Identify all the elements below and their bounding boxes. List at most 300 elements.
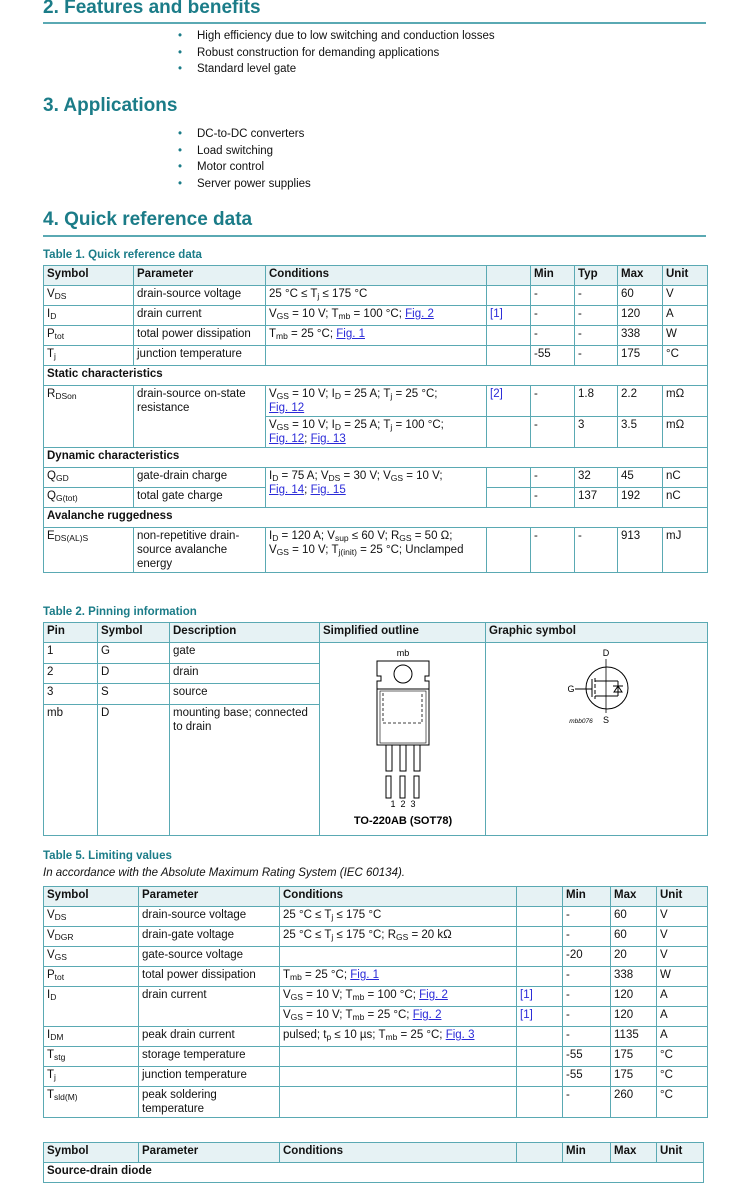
cell-max: 3.5 <box>618 417 663 448</box>
cell-unit: A <box>663 306 708 326</box>
drain-label: D <box>602 648 609 658</box>
subscript: DGR <box>54 932 74 942</box>
cell-parameter: drain-source voltage <box>134 286 266 306</box>
cell-max: 60 <box>611 907 657 927</box>
cell-max: 338 <box>618 326 663 346</box>
table5-caption: Table 5. Limiting values <box>43 850 172 862</box>
table-row <box>44 346 708 366</box>
cell-typ: 137 <box>575 488 618 508</box>
subscript: D <box>334 422 342 432</box>
subscript: mb <box>290 972 302 982</box>
figure-link[interactable]: Fig. 1 <box>336 328 365 340</box>
cell-conditions: $I_D = 120$ A; $V_{sup} \le 60$ V; $R_{GS} = 50$ Ω; $V_{GS} = 10$ V; $T_{j(init)} = 25$ °C; Unclamped <box>266 528 487 573</box>
cell-parameter: total power dissipation <box>139 967 280 987</box>
bullet-icon: • <box>178 161 183 173</box>
cell-conditions <box>280 1067 517 1087</box>
cell-conditions: $V_{GS} = 10$ V; $I_D = 25$ A; $T_j = 100$ °C; Fig. 12; Fig. 13 <box>266 417 487 448</box>
table-row <box>44 643 708 664</box>
cell-min: - <box>531 286 575 306</box>
cell-parameter: peak soldering temperature <box>139 1087 280 1118</box>
figure-link[interactable]: Fig. 2 <box>412 1009 442 1021</box>
header-conditions: Conditions <box>266 266 487 286</box>
cell-typ: - <box>575 326 618 346</box>
cell-symbol: D <box>98 704 170 835</box>
cell-conditions: 25 $^\circ C \le T_j \le 175$ °C <box>280 907 517 927</box>
limiting-values-table <box>43 886 708 1118</box>
header-conditions: Conditions <box>280 887 517 907</box>
section-row <box>44 1163 704 1183</box>
header-symbol: Symbol <box>98 623 170 643</box>
list-item <box>178 28 495 45</box>
header-max: Max <box>618 266 663 286</box>
figure-link[interactable]: Fig. 14 <box>269 484 305 496</box>
cell-parameter: gate-drain charge <box>134 468 266 488</box>
cell-conditions: 25 $^\circ C \le T_j \le 175$ °C; $R_{GS} = 20$ kΩ <box>280 927 517 947</box>
table-row <box>44 947 708 967</box>
cell-unit: V <box>657 947 708 967</box>
header-parameter: Parameter <box>139 887 280 907</box>
list-item <box>178 159 311 176</box>
cell-pin: 2 <box>44 663 98 684</box>
table-row <box>44 286 708 306</box>
cell-max: 913 <box>618 528 663 573</box>
subscript: GS <box>276 311 289 321</box>
cell-note <box>487 417 531 448</box>
cell-conditions <box>280 1087 517 1118</box>
subscript: GS <box>399 533 412 543</box>
cell-symbol: $P_{tot}$ <box>44 967 139 987</box>
list-item-text: Server power supplies <box>197 177 311 190</box>
cell-min: - <box>563 987 611 1007</box>
list-item <box>178 176 311 193</box>
bullet-icon: • <box>178 177 183 190</box>
gate-label: G <box>566 684 575 694</box>
subscript: tot <box>54 972 65 982</box>
subscript: mb <box>352 992 365 1002</box>
subscript: mb <box>338 311 351 321</box>
cell-symbol: D <box>98 663 170 684</box>
table-row <box>44 907 708 927</box>
table-row <box>44 468 708 488</box>
quick-reference-table <box>43 265 708 573</box>
cell-parameter: drain current <box>134 306 266 326</box>
header-unit: Unit <box>663 266 708 286</box>
subscript: j <box>317 291 320 301</box>
header-note <box>517 887 563 907</box>
cell-symbol: $T_j$ <box>44 346 134 366</box>
subscript: DS <box>54 291 67 301</box>
cell-unit: mΩ <box>663 417 708 448</box>
header-unit: Unit <box>657 1143 704 1163</box>
table-row <box>44 927 708 947</box>
header-typ: Typ <box>575 266 618 286</box>
section-dynamic-label: Dynamic characteristics <box>44 448 708 468</box>
table-row <box>44 326 708 346</box>
mb-label: mb <box>396 648 409 658</box>
cell-note <box>517 947 563 967</box>
section-avalanche-label: Avalanche ruggedness <box>44 508 708 528</box>
cell-parameter: junction temperature <box>139 1067 280 1087</box>
pin-numbers: 1 2 3 <box>389 799 416 809</box>
cell-parameter: drain-source on-state resistance <box>134 386 266 448</box>
figure-link[interactable]: Fig. 13 <box>310 433 346 445</box>
table1-caption: Table 1. Quick reference data <box>43 249 202 261</box>
cell-typ: 32 <box>575 468 618 488</box>
cell-unit: W <box>663 326 708 346</box>
package-name: TO-220AB (SOT78) <box>353 815 452 827</box>
cell-description: source <box>170 684 320 705</box>
cell-unit: °C <box>663 346 708 366</box>
symbol-code: mbb076 <box>568 718 593 725</box>
cell-outline <box>320 643 486 836</box>
subscript: sld(M) <box>54 1092 78 1102</box>
section-source-drain-diode-label: Source-drain diode <box>44 1163 704 1183</box>
cell-symbol: $V_{DGR}$ <box>44 927 139 947</box>
cell-min: - <box>531 326 575 346</box>
cell-note <box>487 346 531 366</box>
cell-symbol: $V_{GS}$ <box>44 947 139 967</box>
table-row <box>44 1047 708 1067</box>
cell-parameter: drain current <box>139 987 280 1027</box>
table-row <box>44 528 708 573</box>
list-item-text: Motor control <box>197 161 265 173</box>
cell-conditions: $V_{GS} = 10$ V; $T_{mb} = 100$ °C; Fig. 2 <box>266 306 487 326</box>
cell-note <box>487 468 531 488</box>
cell-symbol: $T_{stg}$ <box>44 1047 139 1067</box>
table2-caption: Table 2. Pinning information <box>43 606 197 618</box>
header-parameter: Parameter <box>139 1143 280 1163</box>
cell-unit: A <box>657 987 708 1007</box>
subscript: GS <box>54 952 67 962</box>
subscript: D <box>334 391 342 401</box>
subscript: DS <box>328 473 341 483</box>
table-header-row <box>44 1143 704 1163</box>
cell-unit: W <box>657 967 708 987</box>
cell-note <box>517 1047 563 1067</box>
cell-conditions: $T_{mb} = 25$ °C; Fig. 1 <box>280 967 517 987</box>
subscript: DS <box>54 912 67 922</box>
list-item-text: Robust construction for demanding applications <box>197 46 440 59</box>
cell-max: 120 <box>618 306 663 326</box>
cell-conditions: $I_D = 75$ A; $V_{DS} = 30$ V; $V_{GS} = 10$ V; Fig. 14; Fig. 15 <box>266 468 487 508</box>
section-heading-quickref: 4. Quick reference data <box>43 209 253 230</box>
cell-symbol: $Q_{GD}$ <box>44 468 134 488</box>
subscript: j <box>54 351 56 361</box>
subscript: GD <box>55 473 69 483</box>
cell-pin: mb <box>44 704 98 835</box>
applications-list <box>178 126 311 192</box>
cell-conditions: $V_{GS} = 10$ V; $I_D = 25$ A; $T_j = 25$ °C; Fig. 12 <box>266 386 487 417</box>
header-pin: Pin <box>44 623 98 643</box>
subscript: DS(AL)S <box>54 533 89 543</box>
cell-max: 175 <box>611 1047 657 1067</box>
cell-conditions <box>280 1047 517 1067</box>
source-label: S <box>602 715 609 725</box>
cell-note[interactable]: [1] <box>517 987 563 1007</box>
header-min: Min <box>563 1143 611 1163</box>
cell-graphic-symbol <box>486 643 708 836</box>
cell-unit: °C <box>657 1047 708 1067</box>
subscript: j <box>54 1072 56 1082</box>
cell-unit: °C <box>657 1087 708 1118</box>
table-row <box>44 1027 708 1047</box>
header-min: Min <box>531 266 575 286</box>
cell-min: -20 <box>563 947 611 967</box>
cell-symbol: S <box>98 684 170 705</box>
subscript: GS <box>276 547 289 557</box>
cell-max: 120 <box>611 987 657 1007</box>
header-conditions: Conditions <box>280 1143 517 1163</box>
cell-symbol: G <box>98 643 170 664</box>
cell-symbol: $T_{sld(M)}$ <box>44 1087 139 1118</box>
cell-typ: 3 <box>575 417 618 448</box>
subscript: D <box>272 533 279 543</box>
table-header-row <box>44 266 708 286</box>
subscript: GS <box>396 932 409 942</box>
cell-pin: 1 <box>44 643 98 664</box>
cell-parameter: total power dissipation <box>134 326 266 346</box>
cell-max: 260 <box>611 1087 657 1118</box>
cell-min: - <box>563 967 611 987</box>
table-row <box>44 306 708 326</box>
cell-conditions <box>266 346 487 366</box>
cell-max: 20 <box>611 947 657 967</box>
cell-note <box>487 326 531 346</box>
cell-unit: V <box>663 286 708 306</box>
figure-link[interactable]: Fig. 12 <box>269 402 305 414</box>
cell-symbol: $I_{DM}$ <box>44 1027 139 1047</box>
cell-min: - <box>531 417 575 448</box>
table5-subcaption: In accordance with the Absolute Maximum Rating System (IEC 60134). <box>43 867 405 879</box>
cell-pin: 3 <box>44 684 98 705</box>
header-symbol: Symbol <box>44 1143 139 1163</box>
header-symbol: Symbol <box>44 266 134 286</box>
subscript: j <box>331 912 334 922</box>
table-row <box>44 386 708 417</box>
source-drain-diode-table <box>43 1142 704 1183</box>
cell-min: - <box>563 1027 611 1047</box>
cell-min: -55 <box>531 346 575 366</box>
subscript: j(init) <box>338 547 357 557</box>
subscript: DSon <box>55 391 77 401</box>
subscript: mb <box>276 331 288 341</box>
cell-typ: - <box>575 306 618 326</box>
cell-symbol: $V_{DS}$ <box>44 286 134 306</box>
bullet-icon: • <box>178 30 183 42</box>
heading-rule <box>43 22 706 24</box>
header-max: Max <box>611 887 657 907</box>
table-row <box>44 987 708 1007</box>
cell-conditions: pulsed; $t_p \le 10$ µs; $T_{mb} = 25$ °C; Fig. 3 <box>280 1027 517 1047</box>
cell-note <box>517 927 563 947</box>
cell-min: - <box>563 1087 611 1118</box>
header-min: Min <box>563 887 611 907</box>
header-description: Description <box>170 623 320 643</box>
cell-typ: - <box>575 286 618 306</box>
header-parameter: Parameter <box>134 266 266 286</box>
list-item <box>178 143 311 160</box>
cell-symbol: $I_D$ <box>44 987 139 1027</box>
cell-unit: V <box>657 927 708 947</box>
cell-symbol: $P_{tot}$ <box>44 326 134 346</box>
cell-max: 338 <box>611 967 657 987</box>
cell-conditions: 25 $^\circ C \le T_j \le 175$ °C <box>266 286 487 306</box>
figure-link[interactable]: Fig. 15 <box>310 484 346 496</box>
cell-min: - <box>531 386 575 417</box>
header-max: Max <box>611 1143 657 1163</box>
figure-link[interactable]: Fig. 3 <box>445 1029 475 1041</box>
cell-symbol: $V_{DS}$ <box>44 907 139 927</box>
cell-conditions: $V_{GS} = 10$ V; $T_{mb} = 100$ °C; Fig. 2 <box>280 987 517 1007</box>
cell-typ: - <box>575 528 618 573</box>
cell-description: gate <box>170 643 320 664</box>
cell-note[interactable]: [1] <box>487 306 531 326</box>
cell-unit: nC <box>663 468 708 488</box>
cell-min: - <box>531 528 575 573</box>
subscript: D <box>272 473 279 483</box>
cell-unit: A <box>657 1007 708 1027</box>
cell-min: - <box>563 907 611 927</box>
subscript: GS <box>276 422 289 432</box>
subscript: DM <box>50 1032 64 1042</box>
section-static-label: Static characteristics <box>44 366 708 386</box>
subscript: sup <box>334 533 349 543</box>
bullet-icon: • <box>178 63 183 75</box>
subscript: D <box>50 311 57 321</box>
cell-max: 45 <box>618 468 663 488</box>
cell-parameter: non-repetitive drain-source avalanche energy <box>134 528 266 573</box>
list-item <box>178 45 495 62</box>
cell-max: 175 <box>618 346 663 366</box>
cell-symbol: $E_{DS(AL)S}$ <box>44 528 134 573</box>
cell-parameter: drain-gate voltage <box>139 927 280 947</box>
cell-note[interactable]: [2] <box>487 386 531 417</box>
cell-note[interactable]: [1] <box>517 1007 563 1027</box>
cell-min: - <box>563 1007 611 1027</box>
cell-note <box>517 1027 563 1047</box>
table-header-row <box>44 887 708 907</box>
subscript: G(tot) <box>55 493 78 503</box>
list-item-text: Standard level gate <box>197 63 297 75</box>
to220-package-outline-icon <box>321 643 485 831</box>
subscript: j <box>390 422 393 432</box>
cell-min: - <box>531 488 575 508</box>
cell-description: drain <box>170 663 320 684</box>
figure-link[interactable]: Fig. 12 <box>269 433 305 445</box>
cell-typ: 1.8 <box>575 386 618 417</box>
cell-min: -55 <box>563 1047 611 1067</box>
subscript: tot <box>54 331 65 341</box>
cell-typ: - <box>575 346 618 366</box>
list-item-text: Load switching <box>197 144 274 157</box>
cell-min: - <box>563 927 611 947</box>
header-outline: Simplified outline <box>320 623 486 643</box>
cell-symbol: $R_{DSon}$ <box>44 386 134 448</box>
table-row <box>44 967 708 987</box>
subscript: GS <box>390 473 404 483</box>
cell-parameter: peak drain current <box>139 1027 280 1047</box>
cell-unit: mJ <box>663 528 708 573</box>
list-item-text: High efficiency due to low switching and conduction losses <box>197 30 495 42</box>
cell-note <box>517 1087 563 1118</box>
subscript: j <box>331 932 334 942</box>
subscript: p <box>326 1032 332 1042</box>
cell-note <box>487 528 531 573</box>
section-row <box>44 508 708 528</box>
cell-symbol: $I_D$ <box>44 306 134 326</box>
cell-max: 192 <box>618 488 663 508</box>
list-item-text: DC-to-DC converters <box>197 128 305 140</box>
cell-symbol: $Q_{G(tot)}$ <box>44 488 134 508</box>
table-row <box>44 1067 708 1087</box>
section-heading-features: 2. Features and benefits <box>43 0 261 18</box>
cell-parameter: total gate charge <box>134 488 266 508</box>
cell-note <box>517 967 563 987</box>
subscript: D <box>50 992 57 1002</box>
cell-unit: V <box>657 907 708 927</box>
cell-max: 1135 <box>611 1027 657 1047</box>
cell-parameter: junction temperature <box>134 346 266 366</box>
cell-max: 175 <box>611 1067 657 1087</box>
subscript: mb <box>385 1032 398 1042</box>
heading-rule <box>43 235 706 237</box>
figure-link[interactable]: Fig. 2 <box>405 308 434 320</box>
subscript: GS <box>290 992 303 1002</box>
features-list <box>178 28 495 78</box>
cell-max: 60 <box>611 927 657 947</box>
list-item <box>178 126 311 143</box>
cell-unit: nC <box>663 488 708 508</box>
cell-conditions: $T_{mb} = 25$ °C; Fig. 1 <box>266 326 487 346</box>
subscript: j <box>390 391 393 401</box>
figure-link[interactable]: Fig. 1 <box>350 969 379 981</box>
cell-unit: mΩ <box>663 386 708 417</box>
section-row <box>44 366 708 386</box>
header-note <box>487 266 531 286</box>
cell-unit: °C <box>657 1067 708 1087</box>
pinning-table <box>43 622 708 836</box>
table-header-row <box>44 623 708 643</box>
header-note <box>517 1143 563 1163</box>
cell-max: 120 <box>611 1007 657 1027</box>
cell-min: - <box>531 306 575 326</box>
cell-max: 60 <box>618 286 663 306</box>
cell-note <box>487 286 531 306</box>
subscript: GS <box>276 391 289 401</box>
cell-unit: A <box>657 1027 708 1047</box>
bullet-icon: • <box>178 144 183 157</box>
cell-symbol: $T_j$ <box>44 1067 139 1087</box>
cell-min: -55 <box>563 1067 611 1087</box>
subscript: stg <box>54 1052 66 1062</box>
section-heading-applications: 3. Applications <box>43 95 178 116</box>
header-unit: Unit <box>657 887 708 907</box>
cell-parameter: drain-source voltage <box>139 907 280 927</box>
cell-description: mounting base; connected to drain <box>170 704 320 835</box>
subscript: GS <box>290 1012 303 1022</box>
list-item <box>178 61 495 78</box>
bullet-icon: • <box>178 128 183 140</box>
mosfet-symbol-icon <box>487 643 707 831</box>
cell-parameter: gate-source voltage <box>139 947 280 967</box>
header-symbol: Symbol <box>44 887 139 907</box>
cell-min: - <box>531 468 575 488</box>
cell-max: 2.2 <box>618 386 663 417</box>
subscript: mb <box>352 1012 365 1022</box>
table-row <box>44 1087 708 1118</box>
cell-conditions <box>280 947 517 967</box>
figure-link[interactable]: Fig. 2 <box>419 989 448 1001</box>
